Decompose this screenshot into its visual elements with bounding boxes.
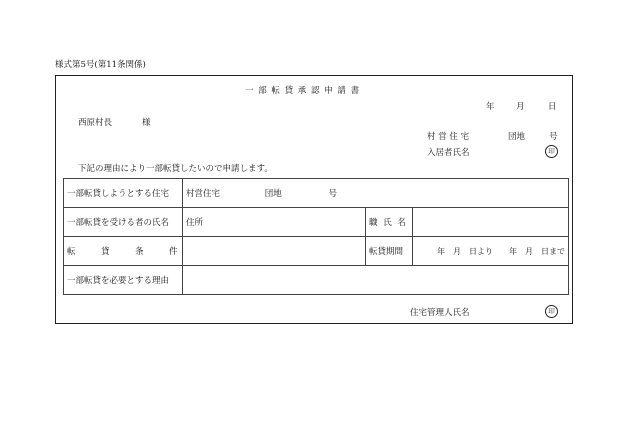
row-label-reason: 一部転貸を必要とする理由 [64,266,183,295]
reason-field[interactable] [183,266,569,295]
addressee-honorific: 様 [142,118,151,128]
row-label-sublessee: 一部転貸を受ける者の氏名 [64,208,183,237]
form-number: 様式第5号(第11条関係) [55,60,146,70]
housing-cell[interactable] [183,179,569,208]
applicant-housing: 村 営 住 宅 [427,132,470,142]
row-label-housing: 一部転貸しようとする住宅 [64,179,183,208]
table-row [64,266,569,295]
occupation-name-label: 職 氏 名 [366,208,413,237]
resident-name-label: 入居者氏名 [427,148,470,158]
applicant-block: 団地 [508,132,526,142]
conditions-field[interactable] [183,237,366,266]
period-label: 転貸期間 [366,237,413,266]
housing-block: 団地 [264,189,282,199]
table-row [64,208,569,237]
period-field[interactable]: 年 月 日より 年 月 日まで [413,237,569,266]
occupation-name-field[interactable] [413,208,569,237]
manager-name-label: 住宅管理人氏名 [410,308,470,318]
seal-icon: 印 [545,145,558,158]
table-row [64,237,569,266]
statement-text: 下記の理由により一部転貸したいので申請します。 [78,164,273,174]
address-cell[interactable] [183,208,366,237]
housing-unit: 号 [328,189,337,199]
form-title: 一 部 転 貸 承 認 申 請 書 [245,86,361,96]
housing-prefix: 村営住宅 [186,189,221,199]
row-label-conditions: 転 貸 条 件 [64,237,183,266]
date-day: 日 [548,102,557,112]
date-year: 年 [486,102,495,112]
table-row [64,179,569,208]
addressee-name: 西原村長 [78,118,113,128]
address-label: 住所 [186,218,204,228]
date-month: 月 [516,102,525,112]
application-table [63,178,569,295]
applicant-unit: 号 [549,132,558,142]
seal-icon: 印 [545,305,558,318]
